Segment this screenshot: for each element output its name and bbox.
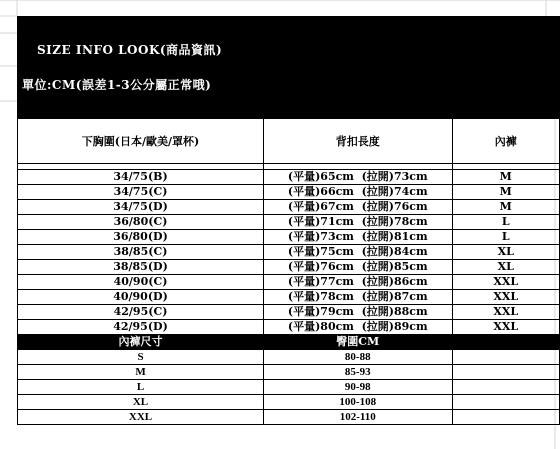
cell-back-length: (平量)71cm (拉開)78cm xyxy=(264,215,453,230)
cell-panty-size: M xyxy=(452,200,559,215)
table-row xyxy=(18,305,560,320)
cell-underbust-size: 34/75(D) xyxy=(18,200,264,215)
cell-underbust-size: 42/95(D) xyxy=(18,320,264,335)
cell-underbust-size: 38/85(C) xyxy=(18,245,264,260)
panty-header-empty-cell xyxy=(452,335,559,350)
column-header-panty: 內褲 xyxy=(452,119,559,164)
cell-underbust-size: 36/80(D) xyxy=(18,230,264,245)
empty-cell xyxy=(452,350,559,365)
column-header-hip: 臀圍CM xyxy=(264,335,453,350)
cell-panty-size: XXL xyxy=(18,410,264,425)
column-header-underbust: 下胸圍(日本/歐美/罩杯) xyxy=(18,119,264,164)
table-row xyxy=(18,215,560,230)
cell-panty-size: XXL xyxy=(452,290,559,305)
column-header-back-length: 背扣長度 xyxy=(264,119,453,164)
cell-hip-range: 90-98 xyxy=(264,380,453,395)
list-item xyxy=(18,380,560,395)
cell-hip-range: 85-93 xyxy=(264,365,453,380)
empty-cell xyxy=(452,365,559,380)
table-row xyxy=(18,320,560,335)
cell-panty-size: L xyxy=(18,380,264,395)
cell-hip-range: 102-110 xyxy=(264,410,453,425)
list-item xyxy=(18,410,560,425)
table-row xyxy=(18,200,560,215)
list-item xyxy=(18,365,560,380)
cell-back-length: (平量)66cm (拉開)74cm xyxy=(264,185,453,200)
cell-back-length: (平量)76cm (拉開)85cm xyxy=(264,260,453,275)
cell-underbust-size: 34/75(C) xyxy=(18,185,264,200)
table-row xyxy=(18,275,560,290)
cell-underbust-size: 38/85(D) xyxy=(18,260,264,275)
cell-back-length: (平量)77cm (拉開)86cm xyxy=(264,275,453,290)
cell-back-length: (平量)79cm (拉開)88cm xyxy=(264,305,453,320)
table-row xyxy=(18,260,560,275)
cell-underbust-size: 40/90(C) xyxy=(18,275,264,290)
cell-underbust-size: 36/80(C) xyxy=(18,215,264,230)
cell-underbust-size: 42/95(C) xyxy=(18,305,264,320)
cell-back-length: (平量)67cm (拉開)76cm xyxy=(264,200,453,215)
list-item xyxy=(18,350,560,365)
cell-hip-range: 80-88 xyxy=(264,350,453,365)
cell-panty-size: XXL xyxy=(452,275,559,290)
cell-panty-size: S xyxy=(18,350,264,365)
cell-back-length: (平量)75cm (拉開)84cm xyxy=(264,245,453,260)
page-title: SIZE INFO LOOK(商品資訊) xyxy=(37,43,223,57)
cell-back-length: (平量)73cm (拉開)81cm xyxy=(264,230,453,245)
cell-hip-range: 100-108 xyxy=(264,395,453,410)
cell-panty-size: M xyxy=(18,365,264,380)
panty-table-header xyxy=(18,335,560,350)
unit-note: 單位:CM(誤差1-3公分屬正常哦) xyxy=(22,78,212,92)
list-item xyxy=(18,395,560,410)
cell-panty-size: XXL xyxy=(452,305,559,320)
cell-panty-size: L xyxy=(452,230,559,245)
cell-panty-size: XXL xyxy=(452,320,559,335)
size-table-header xyxy=(18,119,560,164)
cell-back-length: (平量)78cm (拉開)87cm xyxy=(264,290,453,305)
cell-panty-size: XL xyxy=(452,260,559,275)
empty-cell xyxy=(452,410,559,425)
table-row xyxy=(18,170,560,185)
table-row xyxy=(18,290,560,305)
table-row xyxy=(18,245,560,260)
cell-panty-size: M xyxy=(452,185,559,200)
cell-underbust-size: 40/90(D) xyxy=(18,290,264,305)
column-header-panty-size: 內褲尺寸 xyxy=(18,335,264,350)
cell-panty-size: XL xyxy=(18,395,264,410)
cell-panty-size: L xyxy=(452,215,559,230)
empty-cell xyxy=(452,380,559,395)
cell-underbust-size: 34/75(B) xyxy=(18,170,264,185)
cell-panty-size: XL xyxy=(452,245,559,260)
cell-panty-size: M xyxy=(452,170,559,185)
header-band xyxy=(17,16,560,118)
empty-cell xyxy=(452,395,559,410)
cell-back-length: (平量)80cm (拉開)89cm xyxy=(264,320,453,335)
size-table xyxy=(17,118,560,425)
cell-back-length: (平量)65cm (拉開)73cm xyxy=(264,170,453,185)
table-row xyxy=(18,185,560,200)
table-row xyxy=(18,230,560,245)
